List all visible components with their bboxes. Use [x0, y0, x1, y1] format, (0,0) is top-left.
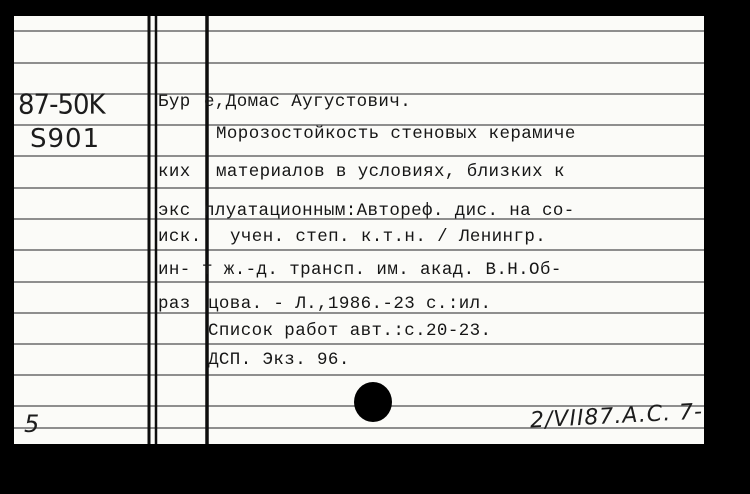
degree-line: учен. степ. к.т.н. / Ленингр. [230, 227, 547, 247]
restriction-line: ДСП. Экз. 96. [208, 350, 350, 370]
imprint-line: цова. - Л.,1986.-23 с.:ил. [208, 294, 492, 314]
inventory-note: 2/VII87.A.C. 7- [529, 399, 704, 434]
call-number: 87-50K [18, 89, 105, 121]
line-left-text: раз [158, 294, 191, 314]
punch-hole [354, 382, 392, 422]
title-line: плуатационным:Автореф. дис. на со- [204, 201, 575, 221]
catalog-card [14, 16, 704, 444]
line-left-text: экс [158, 201, 191, 221]
line-left-text: ин- [158, 260, 191, 280]
author-heading: е,Домас Аугустович. [204, 92, 412, 112]
drawer-mark: 5 [24, 410, 40, 438]
line-left-text: Бур [158, 92, 191, 112]
publisher-line: т ж.-д. трансп. им. акад. В.Н.Об- [202, 260, 562, 280]
accession-number: S901 [30, 124, 101, 154]
line-left-text: ких [158, 162, 191, 182]
title-line: Морозостойкость стеновых керамиче [216, 124, 576, 144]
line-left-text: иск. [158, 227, 202, 247]
notes-line: Список работ авт.:с.20-23. [208, 321, 492, 341]
title-line: материалов в условиях, близких к [216, 162, 565, 182]
